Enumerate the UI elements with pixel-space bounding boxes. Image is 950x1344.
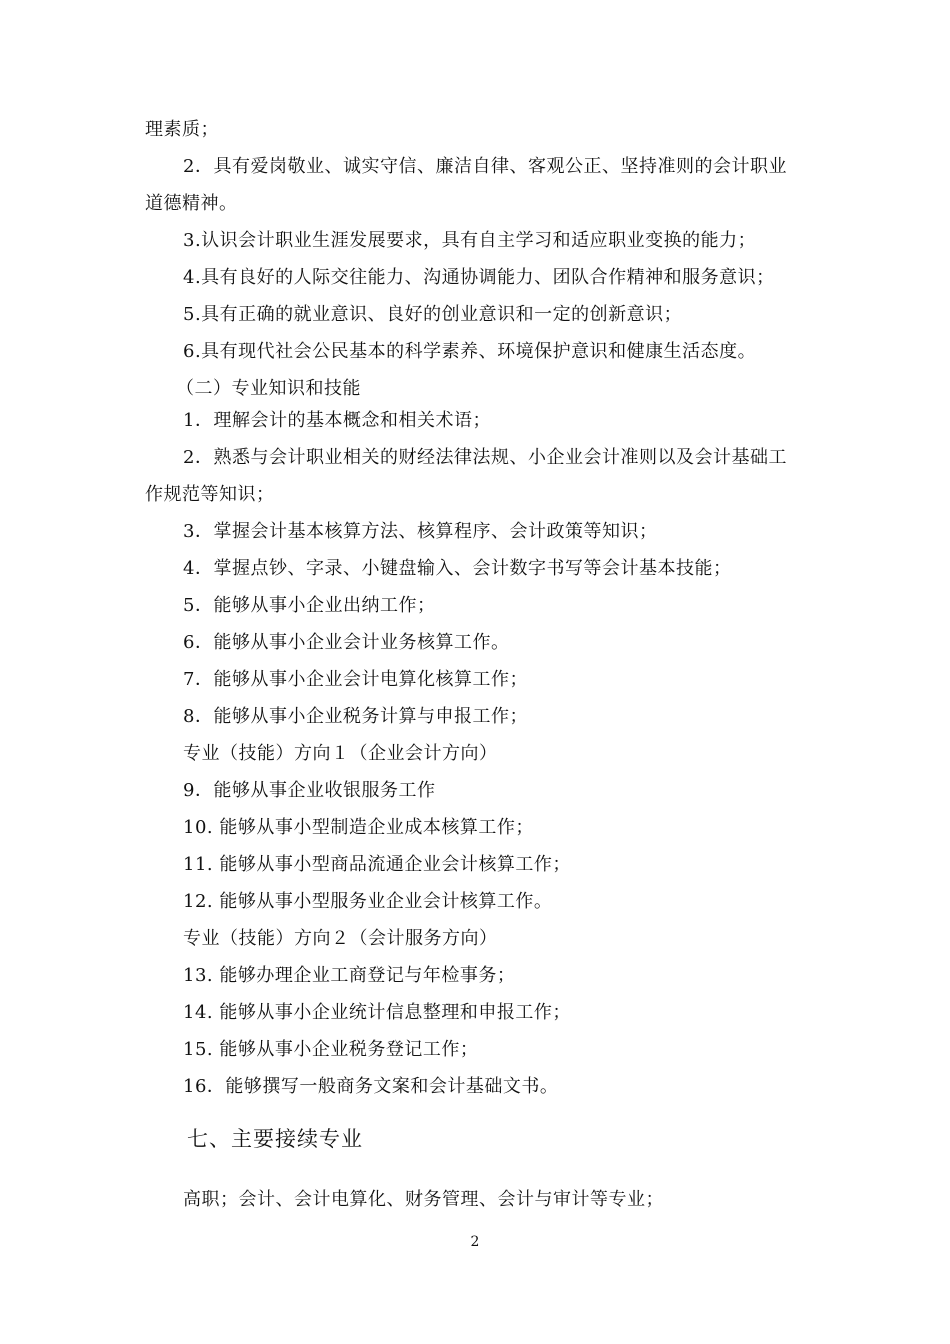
text-line: 9．能够从事企业收银服务工作	[183, 780, 436, 801]
text-line: 3.认识会计职业生涯发展要求，具有自主学习和适应职业变换的能力；	[183, 230, 757, 251]
section-body: 高职；会计、会计电算化、财务管理、会计与审计等专业；	[183, 1189, 664, 1210]
text-line: 6．能够从事小企业会计业务核算工作。	[183, 632, 510, 653]
text-line: 2．具有爱岗敬业、诚实守信、廉洁自律、客观公正、坚持准则的会计职业	[183, 156, 787, 177]
text-line: 5.具有正确的就业意识、良好的创业意识和一定的创新意识；	[183, 304, 683, 325]
text-line: 4.具有良好的人际交往能力、沟通协调能力、团队合作精神和服务意识；	[183, 267, 775, 288]
text-line: 8．能够从事小企业税务计算与申报工作；	[183, 706, 528, 727]
text-line: 4．掌握点钞、字录、小键盘输入、会计数字书写等会计基本技能；	[183, 558, 732, 579]
text-line: 理素质；	[145, 119, 219, 140]
text-line: 6.具有现代社会公民基本的科学素养、环境保护意识和健康生活态度。	[183, 341, 757, 362]
text-line: 7．能够从事小企业会计电算化核算工作；	[183, 669, 528, 690]
section-heading: 七、主要接续专业	[187, 1127, 363, 1151]
text-line: 10. 能够从事小型制造企业成本核算工作；	[183, 817, 534, 838]
text-line: 道德精神。	[145, 193, 238, 214]
direction-heading: 专业（技能）方向１（企业会计方向）	[183, 743, 498, 764]
subsection-heading: （二）专业知识和技能	[176, 378, 361, 399]
text-line: 16．能够撰写一般商务文案和会计基础文书。	[183, 1076, 559, 1097]
text-line: 3．掌握会计基本核算方法、核算程序、会计政策等知识；	[183, 521, 658, 542]
text-line: 14. 能够从事小企业统计信息整理和申报工作；	[183, 1002, 571, 1023]
direction-heading: 专业（技能）方向２（会计服务方向）	[183, 928, 498, 949]
page-number: 2	[470, 1234, 480, 1250]
text-line: 1．理解会计的基本概念和相关术语；	[183, 410, 491, 431]
text-line: 12. 能够从事小型服务业企业会计核算工作。	[183, 891, 553, 912]
text-line: 15. 能够从事小企业税务登记工作；	[183, 1039, 479, 1060]
text-line: 5．能够从事小企业出纳工作；	[183, 595, 436, 616]
text-line: 13. 能够办理企业工商登记与年检事务；	[183, 965, 516, 986]
text-line: 2．熟悉与会计职业相关的财经法律法规、小企业会计准则以及会计基础工	[183, 447, 787, 468]
text-line: 作规范等知识；	[145, 484, 275, 505]
text-line: 11. 能够从事小型商品流通企业会计核算工作；	[183, 854, 571, 875]
